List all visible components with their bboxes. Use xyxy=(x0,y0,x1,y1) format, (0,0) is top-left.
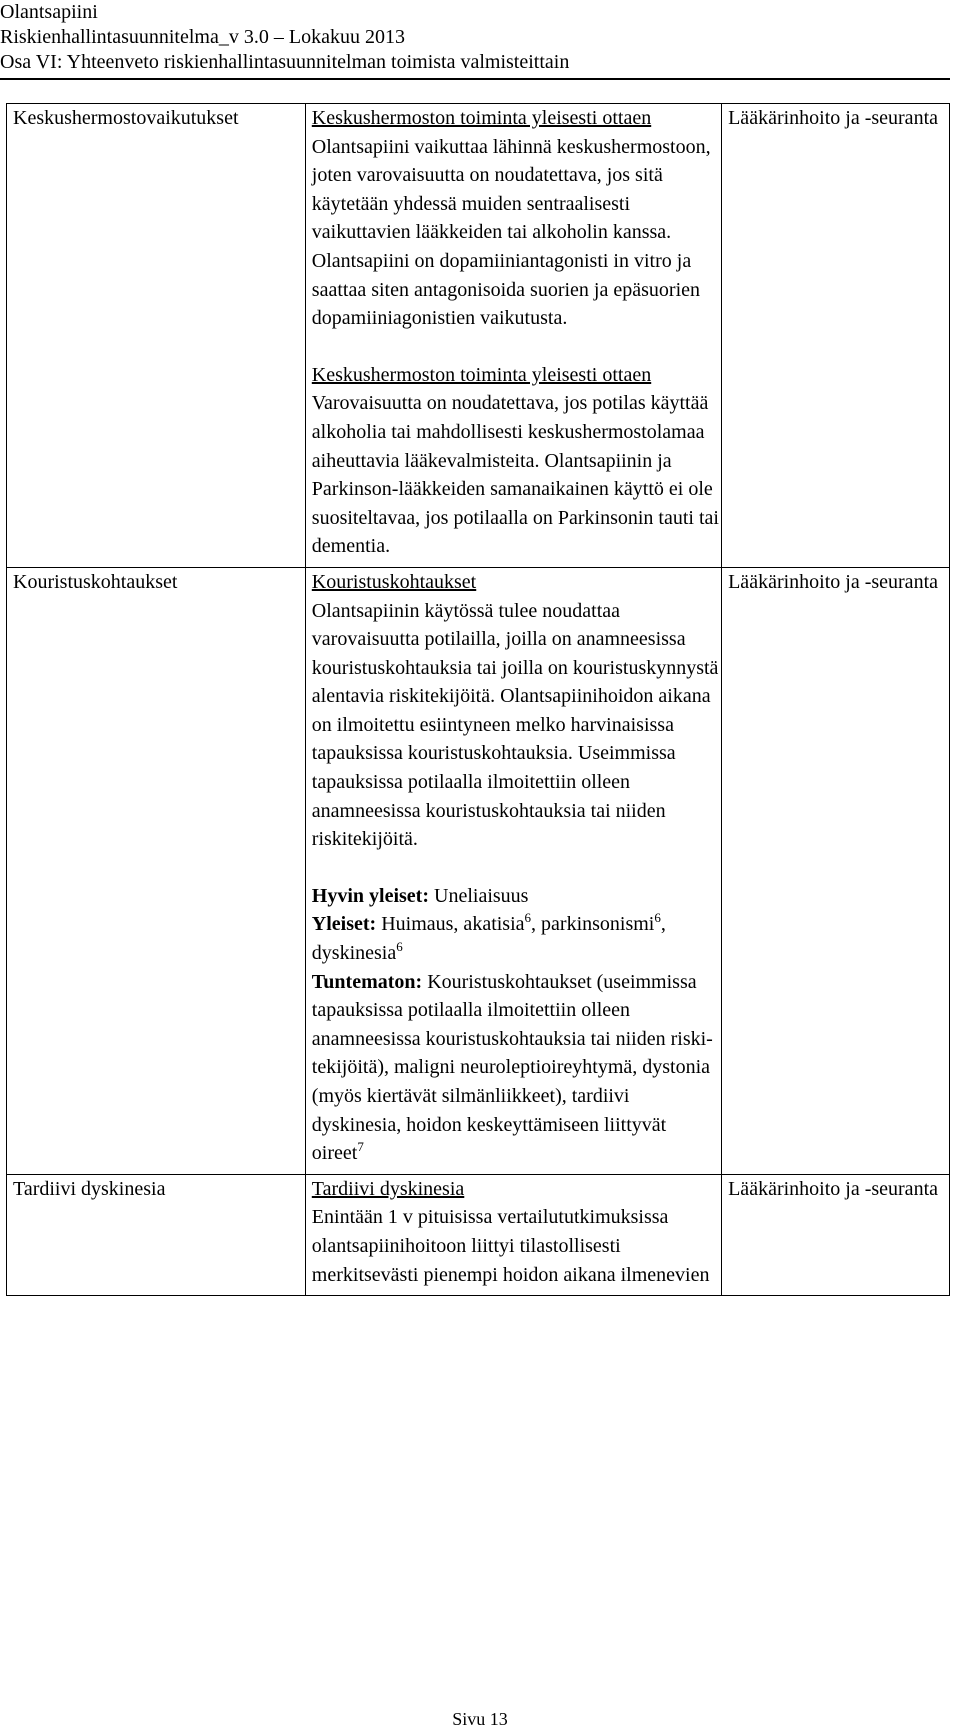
risk-name-cell: Kouristuskohtaukset xyxy=(7,567,306,1174)
frequency-label: Yleiset: xyxy=(311,913,377,936)
section-text: Olantsapiini vaikuttaa lähinnä keskushermostoon, joten varovaisuutta on noudatettava, jos sitä käytetään yhdessä muiden sentraalisesti vaikuttavien lääkkeiden tai alkoholin kanssa. Olantsapiini on dopamiiniantagonisti in vitro ja saattaa siten antagonisoida suorien ja epäsuorien dopamiiniagonistien vaikutusta. xyxy=(311,135,711,330)
measure-cell: Lääkärinhoito ja -seuranta xyxy=(722,104,950,568)
table-row xyxy=(7,567,950,1174)
frequency-text: Kouristuskohtaukset (useimmissa tapauksissa potilaalla ilmoitettiin olleen anamneesissa kouristuskohtauksia tai niiden riskitekijöitä), maligni neuroleptioireyhtymä, dystonia (myös kiertävät silmänliikkeet), tardiivi dyskinesia, hoidon keskeyttämiseen liittyvät oireet xyxy=(311,970,713,1165)
header-section-title: Osa VI: Yhteenveto riskienhallintasuunnitelman toimista valmisteittain xyxy=(0,51,570,73)
frequency-common xyxy=(312,910,721,967)
footnote-ref: 6 xyxy=(524,910,532,926)
section-heading: Keskushermoston toiminta yleisesti ottaen xyxy=(311,107,652,129)
frequency-label: Hyvin yleiset: xyxy=(311,884,430,907)
risk-name-cell: Keskushermostovaikutukset xyxy=(7,104,306,568)
measure-cell: Lääkärinhoito ja -seuranta xyxy=(722,567,950,1174)
section-heading: Kouristuskohtaukset xyxy=(311,570,477,593)
frequency-very-common xyxy=(312,882,721,911)
risk-description-cell xyxy=(305,1174,721,1295)
table-row xyxy=(7,104,950,568)
footnote-ref: 7 xyxy=(357,1139,364,1155)
frequency-text: , parkinsonismi xyxy=(531,913,655,936)
document-header xyxy=(0,0,950,75)
frequency-text: Huimaus, akatisia xyxy=(381,913,525,936)
frequency-text: Uneliaisuus xyxy=(434,884,529,907)
section-text: Olantsapiinin käytössä tulee noudattaa varovaisuutta potilailla, joilla on anamneesissa kouristuskohtauksia tai joilla on kouristuskynnystä alentavia riskitekijöitä. Olantsapiinihoidon aikana on ilmoitettu esiintyneen melko harvinaisissa tapauksissa kouristuskohtauksia. Useimmissa tapauksissa potilaalla ilmoitettiin olleen anamneesissa kouristuskohtauksia tai niiden riskitekijöitä. xyxy=(311,599,719,851)
section-heading: Keskushermoston toiminta yleisesti ottaen xyxy=(311,363,652,386)
page-number: Sivu 13 xyxy=(452,1709,508,1729)
footnote-ref: 6 xyxy=(654,910,661,926)
header-rule xyxy=(0,78,950,80)
risk-description-cell xyxy=(305,567,721,1174)
frequency-unknown xyxy=(312,968,721,1168)
risk-name-cell: Tardiivi dyskinesia xyxy=(7,1174,306,1295)
header-product: Olantsapiini xyxy=(0,1,98,23)
table-row xyxy=(7,1174,950,1295)
header-document-version: Riskienhallintasuunnitelma_v 3.0 – Lokakuu 2013 xyxy=(0,26,405,48)
section-text: Varovaisuutta on noudatettava, jos potilas käyttää alkoholia tai mahdollisesti keskushermostolamaa aiheuttavia lääkevalmisteita. Olantsapiinin ja Parkinson-lääkkeiden samanaikainen käyttö ei ole suositeltavaa, jos potilaalla on Parkinsonin tauti tai dementia. xyxy=(311,392,719,558)
frequency-text: , dyskinesia xyxy=(311,913,666,965)
section-heading: Tardiivi dyskinesia xyxy=(311,1177,465,1200)
footnote-ref: 6 xyxy=(396,939,403,955)
measure-cell: Lääkärinhoito ja -seuranta xyxy=(722,1174,950,1295)
frequency-label: Tuntematon: xyxy=(311,970,423,993)
section-text: Enintään 1 v pituisissa vertailututkimuksissa olantsapiinihoitoon liittyi tilastollisesti merkitsevästi pienempi hoidon aikana ilmenevien xyxy=(311,1206,710,1286)
risk-description-cell xyxy=(305,104,721,568)
risk-measures-table xyxy=(6,103,950,1296)
